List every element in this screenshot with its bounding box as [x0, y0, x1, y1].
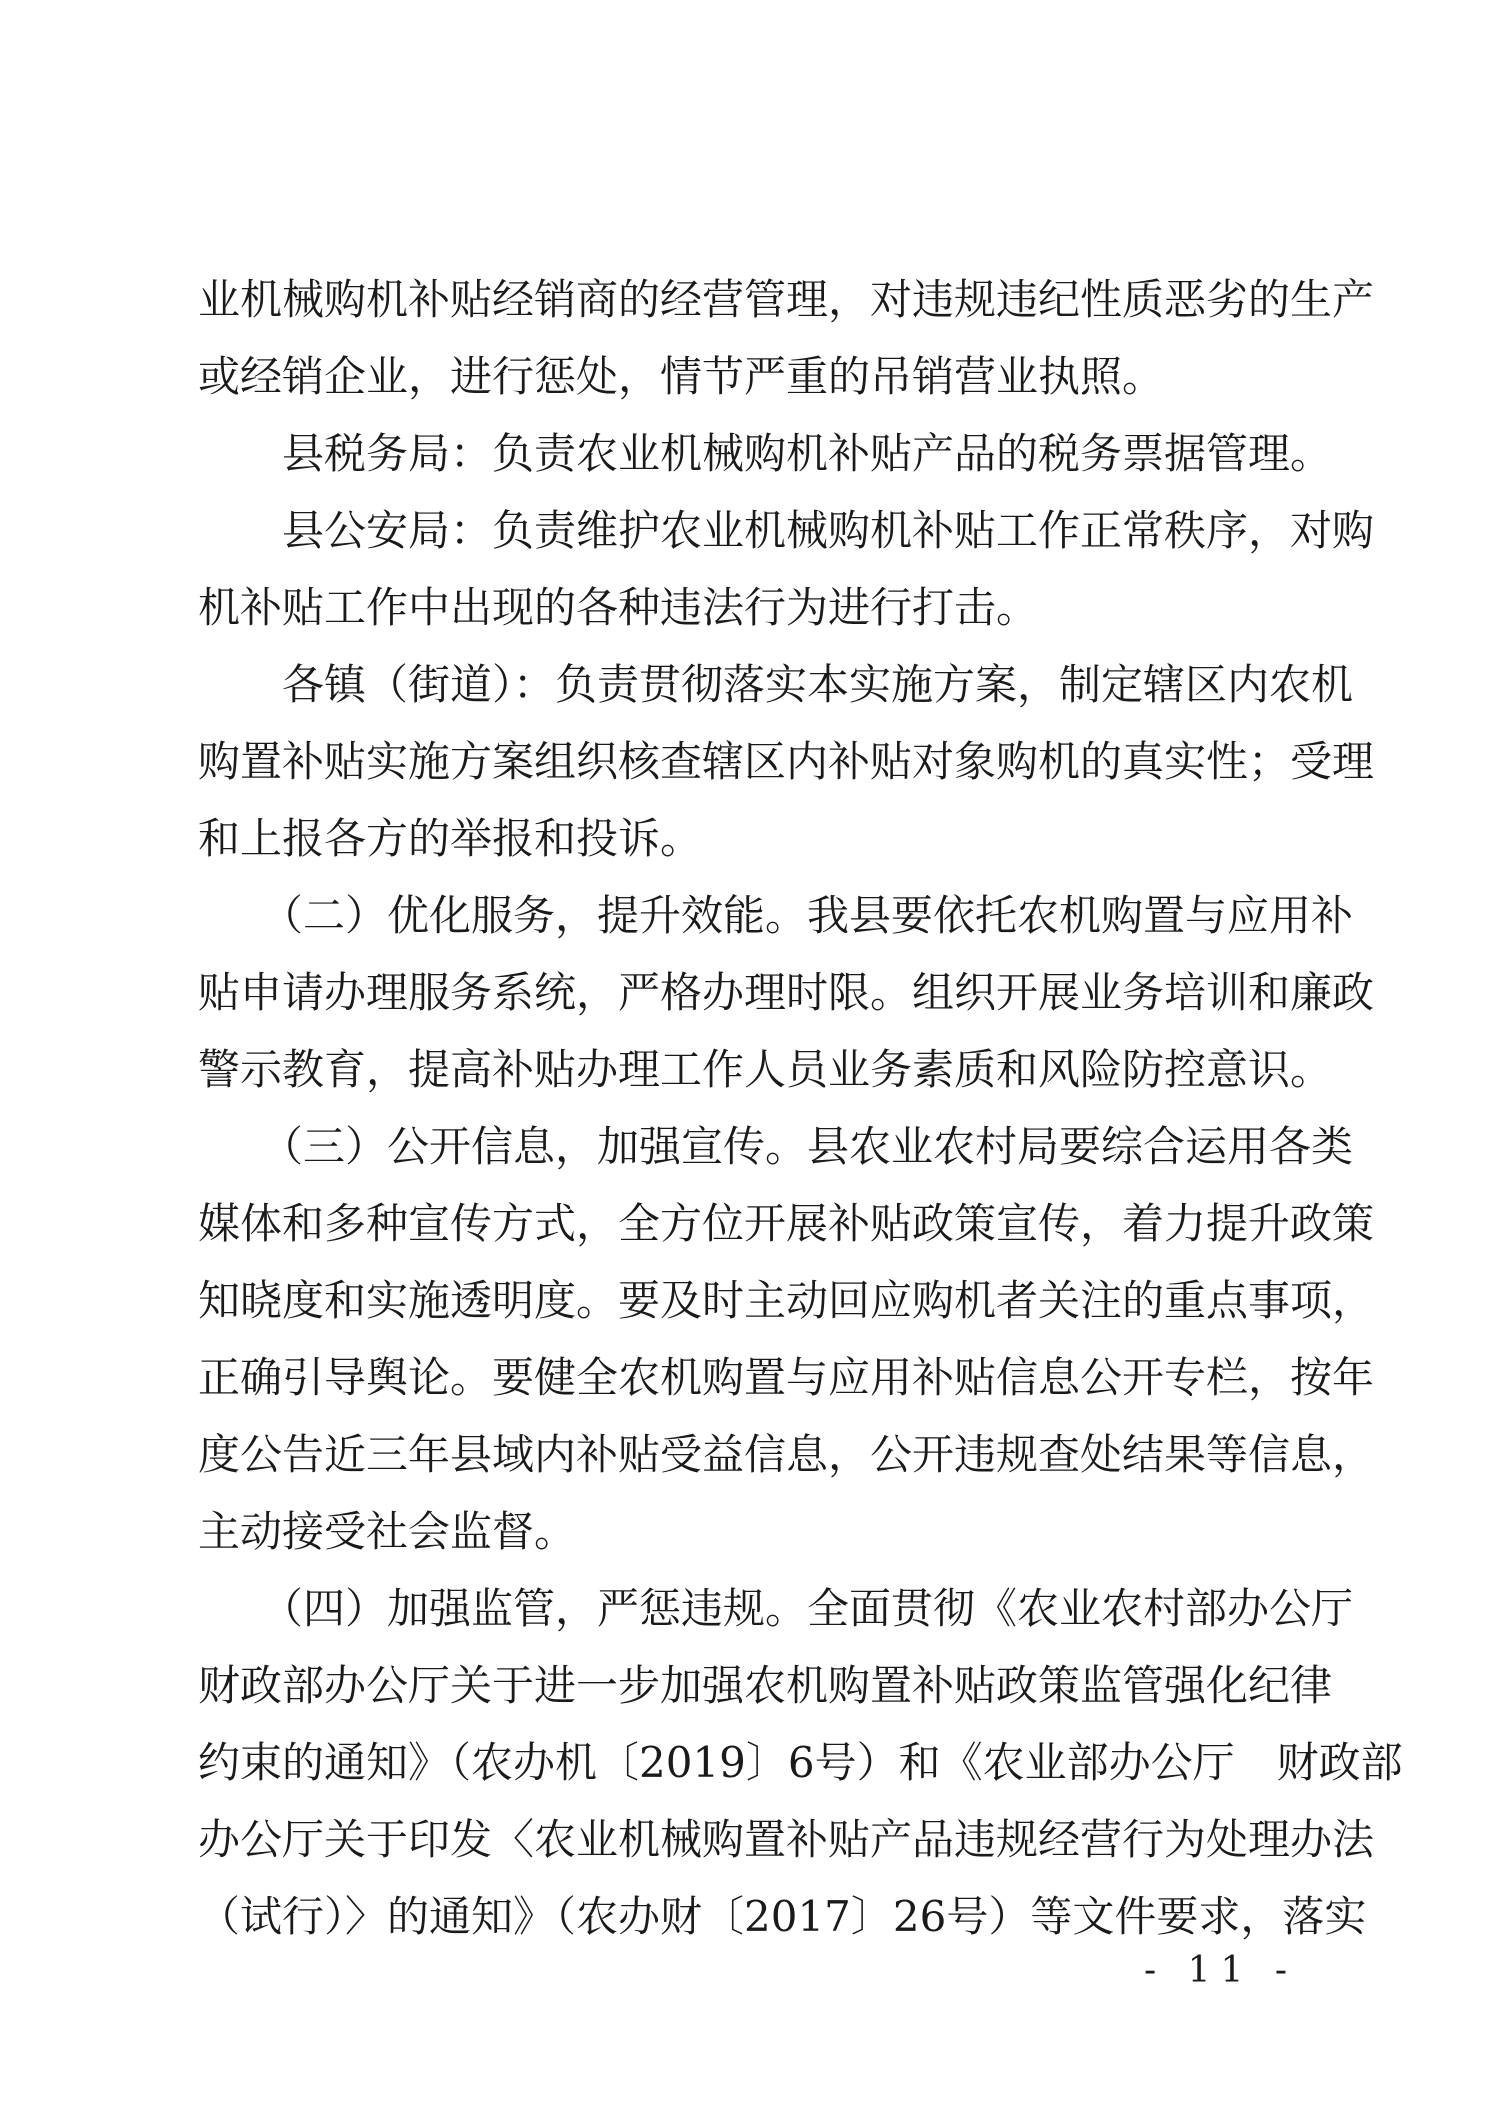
text-line: 机补贴工作中出现的各种违法行为进行打击。 [198, 583, 1039, 632]
text-line: 警示教育，提高补贴办理工作人员业务素质和风险防控意识。 [198, 1045, 1333, 1094]
text-line: 度公告近三年县域内补贴受益信息，公开违规查处结果等信息， [198, 1430, 1375, 1479]
text-line: 县公安局：负责维护农业机械购机补贴工作正常秩序，对购 [198, 506, 1375, 555]
text-line: 各镇（街道）：负责贯彻落实本实施方案，制定辖区内农机 [198, 660, 1354, 709]
text-line: 媒体和多种宣传方式，全方位开展补贴政策宣传，着力提升政策 [198, 1199, 1375, 1248]
text-line: 办公厅关于印发〈农业机械购置补贴产品违规经营行为处理办法 [198, 1815, 1375, 1864]
text-line: 知晓度和实施透明度。要及时主动回应购机者关注的重点事项， [198, 1276, 1375, 1325]
text-line: 正确引导舆论。要健全农机购置与应用补贴信息公开专栏，按年 [198, 1353, 1375, 1402]
text-line: （试行）〉的通知》（农办财〔2017〕26号）等文件要求，落实 [198, 1892, 1367, 1941]
text-line: 县税务局：负责农业机械购机补贴产品的税务票据管理。 [198, 429, 1333, 478]
text-line: （三）公开信息，加强宣传。县农业农村局要综合运用各类 [198, 1122, 1354, 1171]
text-line: （二）优化服务，提升效能。我县要依托农机购置与应用补 [198, 891, 1354, 940]
text-line: （四）加强监管，严惩违规。全面贯彻《农业农村部办公厅 [198, 1584, 1354, 1633]
text-line: 或经销企业，进行惩处，情节严重的吊销营业执照。 [198, 352, 1165, 401]
text-line: 贴申请办理服务系统，严格办理时限。组织开展业务培训和廉政 [198, 968, 1375, 1017]
text-line: 约束的通知》（农办机〔2019〕6号）和《农业部办公厅 财政部 [198, 1738, 1403, 1787]
page-number: - 11 - [1143, 1950, 1297, 1991]
text-line: 财政部办公厅关于进一步加强农机购置补贴政策监管强化纪律 [198, 1661, 1333, 1710]
text-line: 购置补贴实施方案组织核查辖区内补贴对象购机的真实性；受理 [198, 737, 1375, 786]
text-line: 业机械购机补贴经销商的经营管理，对违规违纪性质恶劣的生产 [198, 275, 1375, 324]
text-line: 和上报各方的举报和投诉。 [198, 814, 703, 863]
text-line: 主动接受社会监督。 [198, 1507, 577, 1556]
